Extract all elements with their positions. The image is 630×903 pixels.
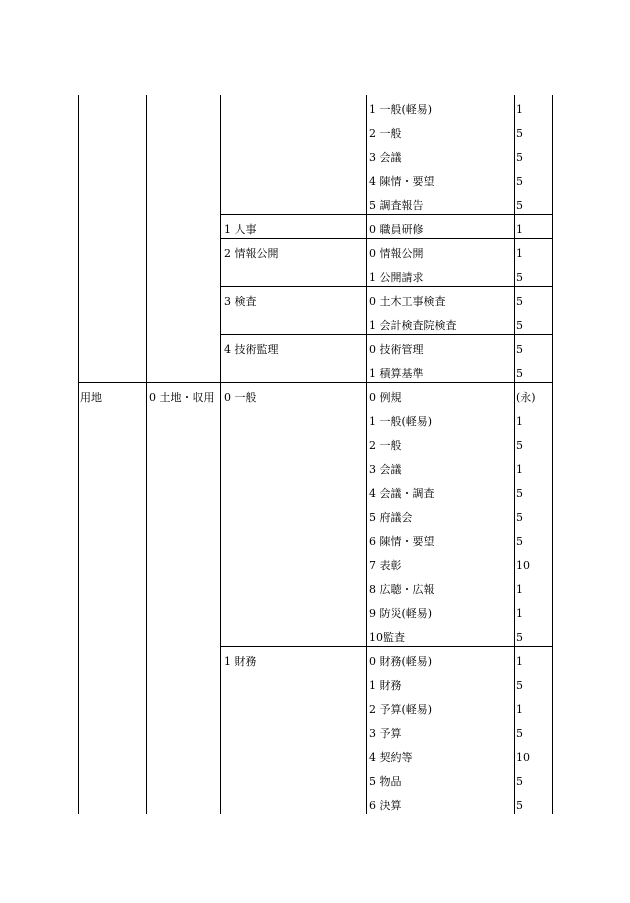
- item-cell: 0 技術管理: [369, 343, 424, 356]
- retention-cell: 1: [516, 415, 523, 428]
- column-rule-5: [552, 95, 553, 814]
- category-cell: 用地: [80, 391, 102, 404]
- retention-cell: 5: [516, 319, 523, 332]
- item-cell: 4 陳情・要望: [369, 175, 435, 188]
- retention-cell: 5: [516, 679, 523, 692]
- column-rule-2: [220, 95, 221, 814]
- retention-cell: 5: [516, 439, 523, 452]
- item-cell: 1 積算基準: [369, 367, 424, 380]
- retention-cell: 1: [516, 703, 523, 716]
- item-cell: 3 会議: [369, 463, 402, 476]
- item-cell: 8 広聴・広報: [369, 583, 435, 596]
- item-cell: 7 表彰: [369, 559, 402, 572]
- item-cell: 10監査: [369, 631, 405, 644]
- column-rule-0: [78, 95, 79, 814]
- item-cell: 9 防災(軽易): [369, 607, 433, 620]
- item-cell: 6 陳情・要望: [369, 535, 435, 548]
- item-cell: 0 財務(軽易): [369, 655, 433, 668]
- column-rule-3: [366, 95, 367, 814]
- retention-cell: 5: [516, 487, 523, 500]
- item-cell: 4 契約等: [369, 751, 413, 764]
- retention-cell: 5: [516, 367, 523, 380]
- section-cell: 0 一般: [224, 391, 257, 404]
- column-rule-4: [514, 95, 515, 814]
- item-cell: 0 情報公開: [369, 247, 424, 260]
- item-cell: 6 決算: [369, 799, 402, 812]
- column-rule-1: [146, 95, 147, 814]
- item-cell: 2 予算(軽易): [369, 703, 433, 716]
- item-cell: 2 一般: [369, 127, 402, 140]
- item-cell: 4 会議・調査: [369, 487, 435, 500]
- item-cell: 5 調査報告: [369, 199, 424, 212]
- item-cell: 0 例規: [369, 391, 402, 404]
- retention-cell: 10: [516, 751, 530, 764]
- retention-cell: 1: [516, 583, 523, 596]
- retention-cell: 5: [516, 343, 523, 356]
- retention-cell: 10: [516, 559, 530, 572]
- row-rule-4: [78, 382, 552, 383]
- retention-cell: 5: [516, 727, 523, 740]
- item-cell: 5 府議会: [369, 511, 413, 524]
- retention-cell: 5: [516, 271, 523, 284]
- retention-cell: 1: [516, 655, 523, 668]
- item-cell: 2 一般: [369, 439, 402, 452]
- retention-cell: 5: [516, 127, 523, 140]
- retention-cell: 5: [516, 799, 523, 812]
- item-cell: 1 会計検査院検査: [369, 319, 457, 332]
- item-cell: 5 物品: [369, 775, 402, 788]
- section-cell: 3 検査: [224, 295, 257, 308]
- retention-cell: 5: [516, 535, 523, 548]
- item-cell: 0 土木工事検査: [369, 295, 446, 308]
- retention-cell: 5: [516, 775, 523, 788]
- item-cell: 1 財務: [369, 679, 402, 692]
- retention-cell: 1: [516, 223, 523, 236]
- section-cell: 1 人事: [224, 223, 257, 236]
- retention-cell: 5: [516, 295, 523, 308]
- retention-cell: (永): [516, 391, 536, 404]
- section-cell: 4 技術監理: [224, 343, 279, 356]
- item-cell: 1 公開請求: [369, 271, 424, 284]
- item-cell: 0 職員研修: [369, 223, 424, 236]
- retention-cell: 1: [516, 463, 523, 476]
- retention-cell: 1: [516, 247, 523, 260]
- item-cell: 1 一般(軽易): [369, 415, 433, 428]
- retention-cell: 5: [516, 151, 523, 164]
- retention-cell: 5: [516, 199, 523, 212]
- item-cell: 3 会議: [369, 151, 402, 164]
- retention-cell: 5: [516, 175, 523, 188]
- retention-cell: 5: [516, 631, 523, 644]
- item-cell: 1 一般(軽易): [369, 103, 433, 116]
- section-cell: 1 財務: [224, 655, 257, 668]
- retention-cell: 5: [516, 511, 523, 524]
- section-cell: 2 情報公開: [224, 247, 279, 260]
- retention-cell: 1: [516, 607, 523, 620]
- subcategory-cell: 0 土地・収用: [149, 391, 215, 404]
- retention-cell: 1: [516, 103, 523, 116]
- item-cell: 3 予算: [369, 727, 402, 740]
